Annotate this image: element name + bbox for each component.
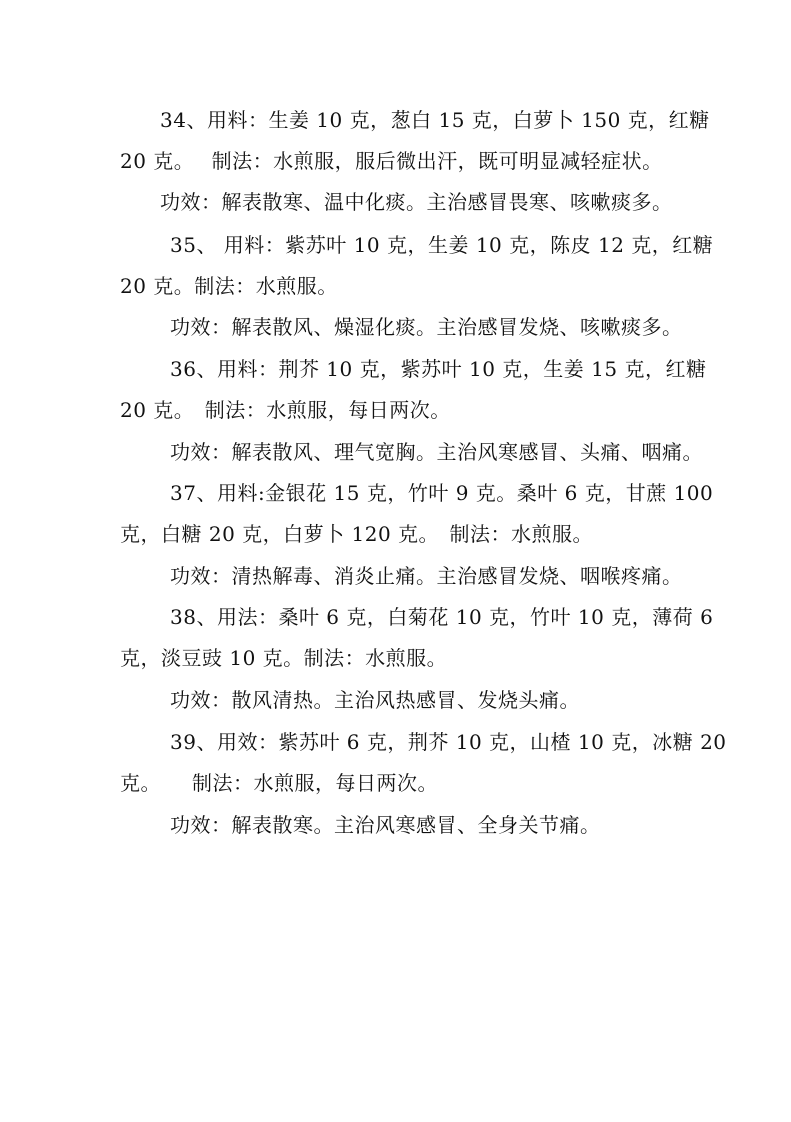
recipe-38-line-2: 克，淡豆豉 10 克。制法：水煎服。 <box>120 646 448 670</box>
recipe-39-effect: 功效：解表散寒。主治风寒感冒、全身关节痛。 <box>170 813 601 837</box>
recipe-34-effect: 功效：解表散寒、温中化痰。主治感冒畏寒、咳嗽痰多。 <box>160 190 673 214</box>
recipe-38-effect: 功效：散风清热。主治风热感冒、发烧头痛。 <box>170 688 580 712</box>
recipe-39-line-2: 克。 制法：水煎服，每日两次。 <box>120 771 438 795</box>
recipe-37-line-1: 37、用料:金银花 15 克，竹叶 9 克。桑叶 6 克，甘蔗 100 <box>170 481 714 505</box>
recipe-35-line-1: 35、 用料：紫苏叶 10 克，生姜 10 克，陈皮 12 克，红糖 <box>170 233 714 257</box>
recipe-37-effect: 功效：清热解毒、消炎止痛。主治感冒发烧、咽喉疼痛。 <box>170 564 683 588</box>
recipe-35-line-2: 20 克。制法：水煎服。 <box>120 274 338 298</box>
recipe-34-line-1: 34、用料：生姜 10 克，葱白 15 克，白萝卜 150 克，红糖 <box>160 108 710 132</box>
recipe-38-line-1: 38、用法：桑叶 6 克，白菊花 10 克，竹叶 10 克，薄荷 6 <box>170 605 714 629</box>
recipe-35-effect: 功效：解表散风、燥湿化痰。主治感冒发烧、咳嗽痰多。 <box>170 315 683 339</box>
recipe-36-line-2: 20 克。 制法：水煎服，每日两次。 <box>120 398 451 422</box>
recipe-37-line-2: 克，白糖 20 克，白萝卜 120 克。 制法：水煎服。 <box>120 522 594 546</box>
recipe-36-line-1: 36、用料：荆芥 10 克，紫苏叶 10 克，生姜 15 克，红糖 <box>170 357 707 381</box>
recipe-34-line-2: 20 克。 制法：水煎服，服后微出汗，既可明显减轻症状。 <box>120 149 663 173</box>
recipe-39-line-1: 39、用效：紫苏叶 6 克，荆芥 10 克，山楂 10 克，冰糖 20 <box>170 730 727 754</box>
recipe-36-effect: 功效：解表散风、理气宽胸。主治风寒感冒、头痛、咽痛。 <box>170 440 703 464</box>
